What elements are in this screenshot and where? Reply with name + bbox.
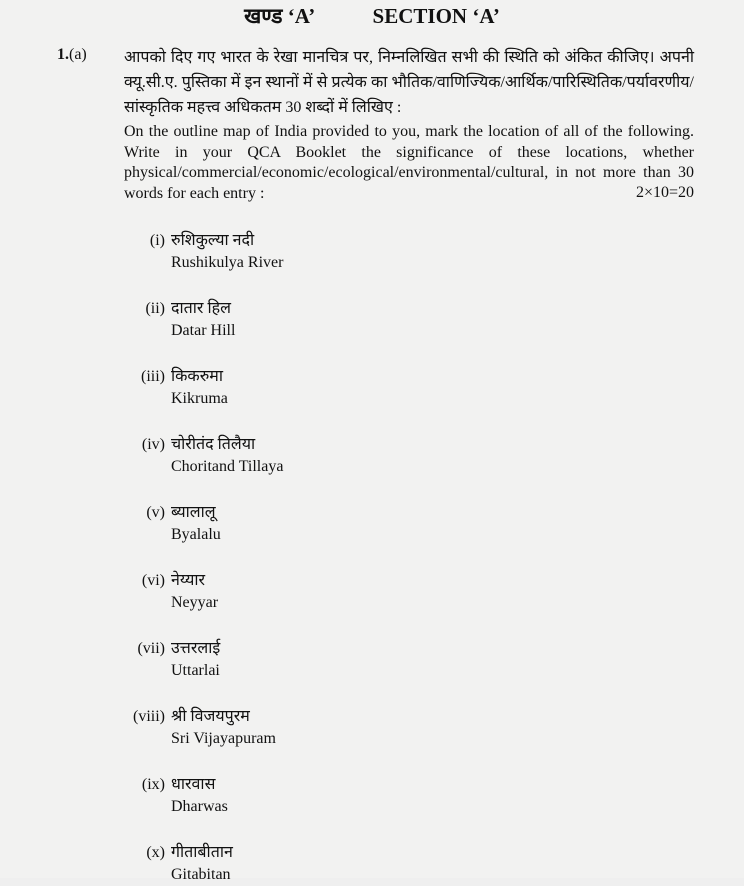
question-part-label: (a) [69,46,87,63]
location-name-english: Rushikulya River [171,254,284,271]
question-number [57,46,87,64]
location-name-english: Byalalu [171,526,221,543]
location-name-hindi: गीताबीतान [171,844,233,861]
location-item-number: (iv) [141,436,165,453]
section-header [0,2,744,30]
location-name-hindi: दातार हिल [171,300,231,317]
location-name-hindi: चोरीतंद तिलैया [171,436,256,453]
location-name-hindi: श्री विजयपुरम [171,708,250,725]
location-item-number: (vii) [137,640,165,657]
location-name-hindi: उत्तरलाई [171,640,221,657]
location-item-number: (iii) [141,368,165,385]
instruction-hindi: आपको दिए गए भारत के रेखा मानचित्र पर, निम्नलिखित सभी की स्थिति को अंकित कीजिए। अपनी क्यू.सी.ए. पुस्तिका में इन स्थानों में से प्रत्येक का भौतिक/वाणिज्यिक/आर्थिक/पारिस्थितिक/पर्यावरणीय/सांस्कृतिक महत्त्व अधिकतम 30 शब्दों में लिखिए : [124,49,694,116]
section-title-english: SECTION ‘A’ [372,4,500,28]
instruction-english: On the outline map of India provided to you, mark the location of all of the following. Write in your QCA Booklet the significance of these locations, whether physical/commercial/economic/ecological/environmental/cultural, in not more than 30 words for each entry : [124,123,694,202]
location-name-hindi: किकरुमा [171,368,224,385]
location-name-hindi: रुशिकुल्या नदी [171,232,255,249]
location-name-hindi: नेय्यार [171,572,206,589]
location-name-english: Sri Vijayapuram [171,730,276,747]
location-name-hindi: ब्यालालू [171,504,216,521]
question-number-label: 1. [57,46,69,63]
location-item-number: (vi) [141,572,165,589]
location-name-english: Gitabitan [171,866,231,883]
location-name-english: Datar Hill [171,322,236,339]
location-item-number: (i) [149,232,165,249]
marks-label: 2×10=20 [635,184,694,201]
location-name-english: Neyyar [171,594,219,611]
location-name-hindi: धारवास [171,776,216,793]
location-name-english: Kikruma [171,390,228,407]
location-name-english: Uttarlai [171,662,220,679]
section-title-hindi: खण्ड ‘A’ [244,4,316,28]
location-name-english: Choritand Tillaya [171,458,284,475]
location-item-number: (viii) [133,708,165,725]
location-item-number: (ii) [145,300,165,317]
location-name-english: Dharwas [171,798,228,815]
location-item-number: (x) [146,844,165,861]
location-item-number: (ix) [141,776,165,793]
location-item-number: (v) [146,504,165,521]
